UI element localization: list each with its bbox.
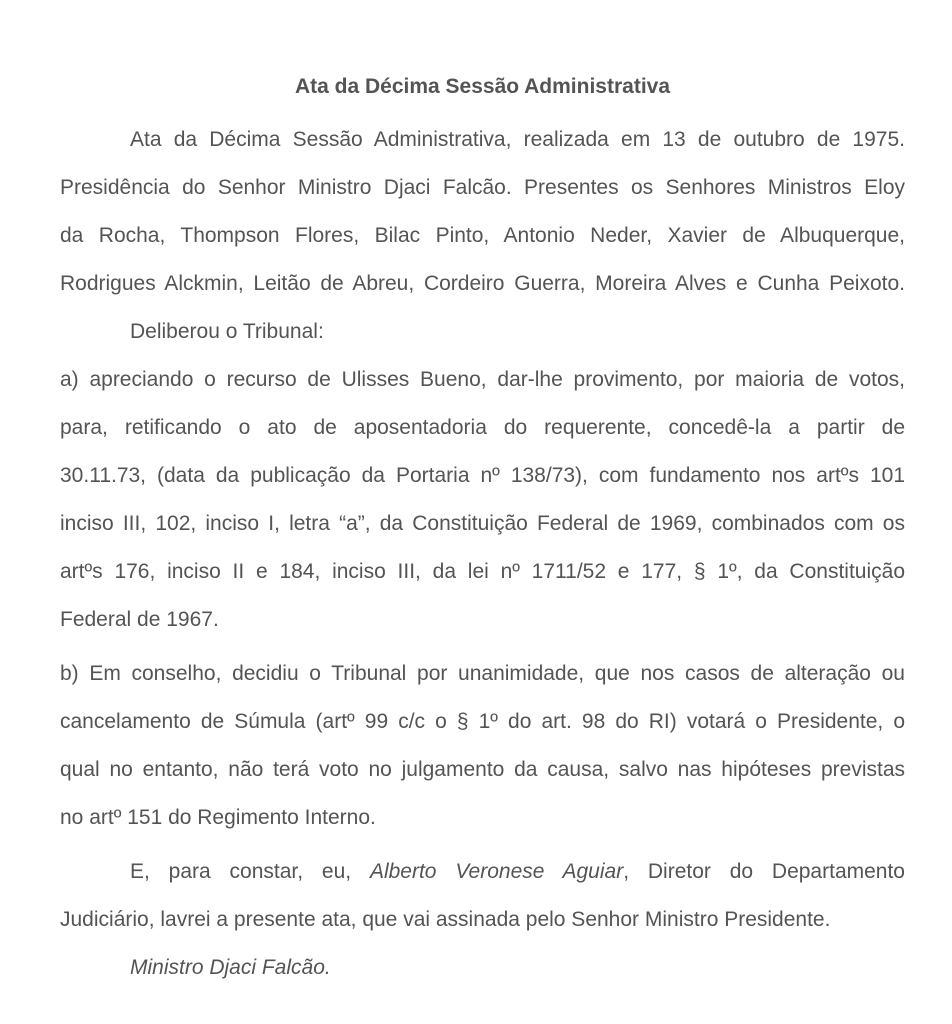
paragraph-item-a <box>60 356 905 644</box>
text-line: artºs 176, inciso II e 184, inciso III, da lei nº 1711/52 e 177, § 1º, da Constituição <box>60 560 905 583</box>
text-line: a) apreciando o recurso de Ulisses Bueno, dar-lhe provimento, por maioria de votos, <box>60 368 905 391</box>
text-line: E, para constar, eu, Alberto Veronese Aguiar, Diretor do Departamento <box>130 860 905 883</box>
paragraph-opening <box>60 116 905 308</box>
text-line: qual no entanto, não terá voto no julgamento da causa, salvo nas hipóteses previstas <box>60 758 905 781</box>
text-line: b) Em conselho, decidiu o Tribunal por unanimidade, que nos casos de alteração ou <box>60 662 905 685</box>
text-line: Judiciário, lavrei a presente ata, que vai assinada pelo Senhor Ministro Presidente. <box>60 908 831 931</box>
text-line: Presidência do Senhor Ministro Djaci Falcão. Presentes os Senhores Ministros Eloy <box>60 176 905 199</box>
text-line: Rodrigues Alckmin, Leitão de Abreu, Cordeiro Guerra, Moreira Alves e Cunha Peixoto. <box>60 272 905 295</box>
document-body <box>60 116 905 992</box>
text-line: cancelamento de Súmula (artº 99 c/c o § 1º do art. 98 do RI) votará o Presidente, o <box>60 710 905 733</box>
paragraph-deliberation-heading <box>60 308 905 356</box>
document-title: Ata da Décima Sessão Administrativa <box>294 75 671 98</box>
text-line: Ministro Djaci Falcão. <box>130 956 331 979</box>
text-line: da Rocha, Thompson Flores, Bilac Pinto, Antonio Neder, Xavier de Albuquerque, <box>60 224 905 247</box>
text-line: Deliberou o Tribunal: <box>130 320 324 343</box>
paragraph-closing <box>60 848 905 944</box>
text-line: para, retificando o ato de aposentadoria do requerente, concedê-la a partir de <box>60 416 905 439</box>
paragraph-signature <box>60 944 905 992</box>
text-line: no artº 151 do Regimento Interno. <box>60 806 376 829</box>
text-line: 30.11.73, (data da publicação da Portaria nº 138/73), com fundamento nos artºs 101 <box>60 464 905 487</box>
text-line: Ata da Décima Sessão Administrativa, realizada em 13 de outubro de 1975. <box>130 128 905 151</box>
paragraph-item-b <box>60 650 905 842</box>
text-line: inciso III, 102, inciso I, letra “a”, da Constituição Federal de 1969, combinados com os <box>60 512 905 535</box>
text-line: Federal de 1967. <box>60 608 219 631</box>
